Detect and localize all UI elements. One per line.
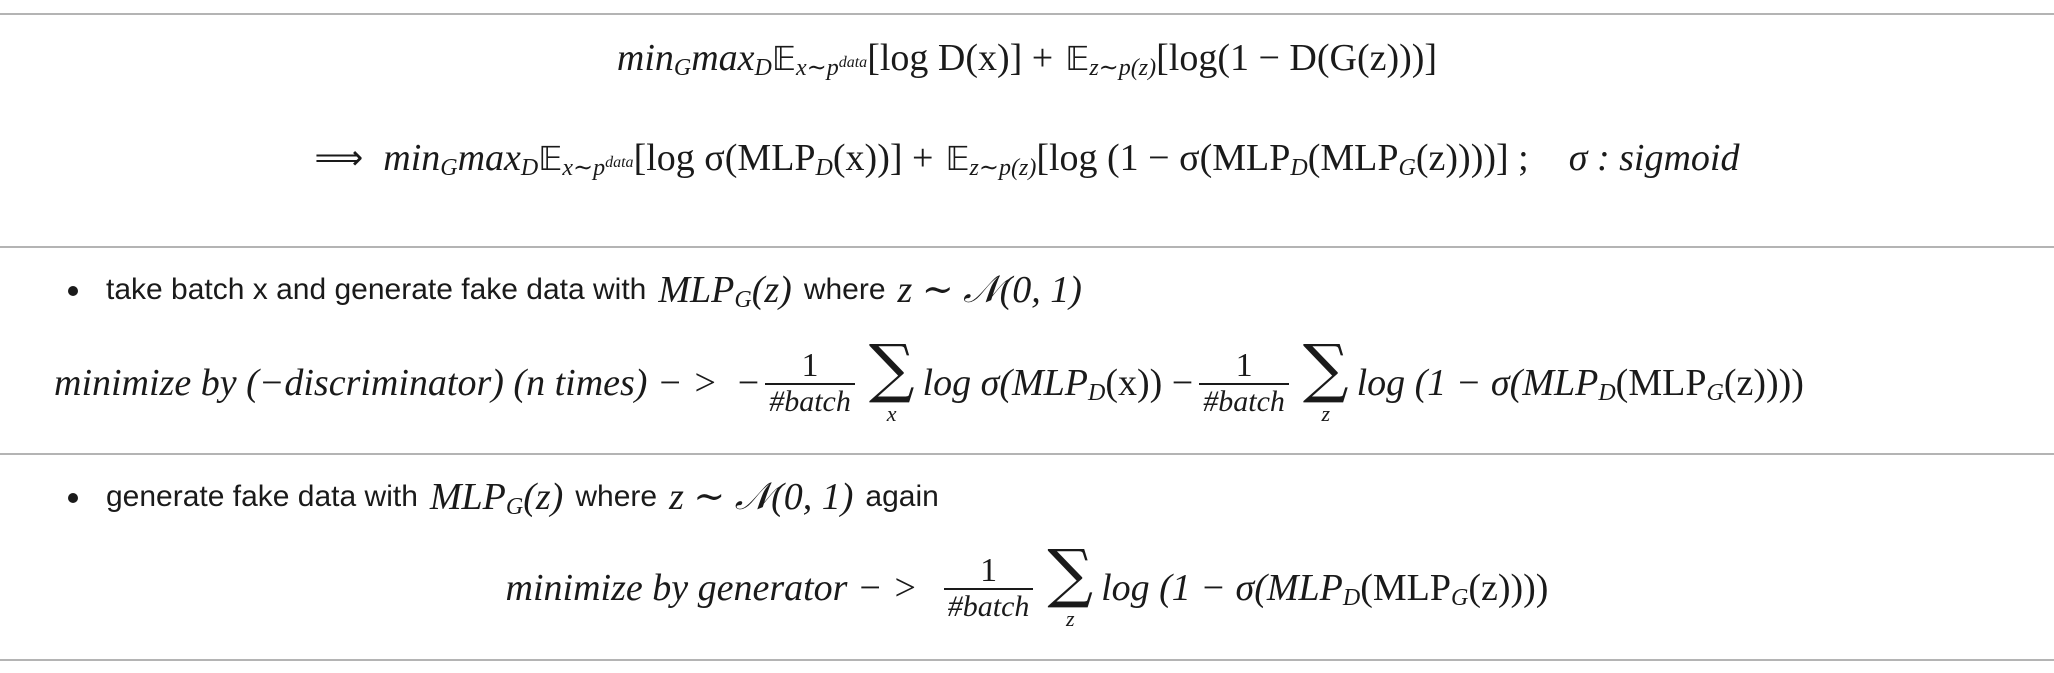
fraction-numerator: 1 <box>801 346 819 384</box>
mlp-argument: (z) <box>523 476 564 518</box>
sigma-icon: ∑ <box>868 332 915 407</box>
fraction-denominator: #batch <box>765 383 855 418</box>
expectation-term-1: [log D(x)] + <box>867 37 1054 79</box>
summation-2 <box>1302 332 1349 426</box>
discriminator-loss-equation <box>0 328 2054 438</box>
mlp-subscript: G <box>734 286 752 313</box>
fraction <box>944 553 1034 624</box>
normal-distribution: z ∼ 𝒩(0, 1) <box>669 476 854 518</box>
top-divider <box>0 13 2054 15</box>
sigma-icon: ∑ <box>1302 332 1349 407</box>
expectation-subscript: x∼p <box>562 155 606 181</box>
list-item-generator-step <box>0 475 2054 519</box>
bullet-icon <box>68 286 78 296</box>
mlp-subscript: G <box>505 493 524 520</box>
mlp-subscript-g: G <box>1706 380 1724 406</box>
expectation-subscript-2: z∼p(z) <box>969 155 1037 181</box>
bullet-icon <box>68 493 78 503</box>
expectation-subsubscript: data <box>605 154 634 171</box>
term-part-4: (MLP <box>1307 137 1399 179</box>
gan-objective-equation <box>0 36 2054 80</box>
mlp-subscript-d2: D <box>1290 155 1308 181</box>
term-part-5: (z))))] ; <box>1415 137 1529 179</box>
min-subscript: G <box>440 155 458 181</box>
fraction-denominator: #batch <box>1199 383 1289 418</box>
mlp-subscript-d: D <box>1342 585 1361 611</box>
summation <box>868 332 915 426</box>
log-term-1: log σ(MLP <box>922 362 1088 404</box>
bullet-text: take batch x and generate fake data with <box>106 273 647 306</box>
bullet-text-again: again <box>865 480 939 513</box>
log-term-2-end: (z)))) <box>1723 362 1804 404</box>
max-operator: max <box>457 137 521 179</box>
mlp-subscript-g: G <box>1450 585 1469 611</box>
minus-sign: − <box>737 362 760 404</box>
list-item-discriminator-step <box>0 268 2054 312</box>
term-part-3: [log (1 − σ(MLP <box>1036 137 1291 179</box>
mlp-subscript-d2: D <box>1598 380 1616 406</box>
generator-loss-equation <box>0 533 2054 643</box>
fraction-denominator: #batch <box>944 588 1034 623</box>
mlp-symbol: MLP <box>429 476 506 518</box>
divider-2 <box>0 453 2054 455</box>
mlp-subscript-g: G <box>1398 155 1416 181</box>
expectation-subscript: x∼p <box>795 55 839 81</box>
implies-symbol: ⟹ <box>314 138 364 178</box>
max-subscript: D <box>754 55 772 81</box>
summation-index: z <box>1065 605 1075 631</box>
expectation-subscript-2: z∼p(z) <box>1089 55 1157 81</box>
normal-distribution: z ∼ 𝒩(0, 1) <box>897 269 1082 311</box>
fraction <box>765 348 855 419</box>
sigma-icon: ∑ <box>1047 537 1094 612</box>
log-term-2-mid: (MLP <box>1615 362 1707 404</box>
expectation-subsubscript: data <box>838 54 868 71</box>
max-subscript: D <box>520 155 539 181</box>
sigma-note: σ : sigmoid <box>1568 137 1740 179</box>
bullet-text-where: where <box>575 480 658 513</box>
mlp-subscript-d: D <box>1087 380 1106 406</box>
expectation-symbol-2: 𝔼 <box>945 138 970 178</box>
log-term-1-end: (x)) − <box>1105 362 1194 404</box>
min-subscript: G <box>673 55 692 81</box>
summation-index: x <box>886 400 897 426</box>
expectation-symbol: 𝔼 <box>538 138 563 178</box>
mlp-argument: (z) <box>751 269 792 311</box>
expectation-symbol-2: 𝔼 <box>1065 38 1090 78</box>
expectation-term-2: [log(1 − D(G(z)))] <box>1156 37 1438 79</box>
bullet-text: generate fake data with <box>106 480 418 513</box>
log-term-mid: (MLP <box>1360 567 1451 609</box>
min-operator: min <box>616 37 674 79</box>
log-term-end: (z)))) <box>1468 567 1549 609</box>
bullet-text-where: where <box>803 273 886 306</box>
discriminator-label: minimize by (−discriminator) (n times) − > <box>54 362 718 404</box>
expectation-symbol: 𝔼 <box>771 38 796 78</box>
mlp-objective-equation <box>0 134 2054 182</box>
term-part-2: (x))] + <box>832 137 934 179</box>
log-term: log (1 − σ(MLP <box>1101 567 1343 609</box>
mlp-subscript-d: D <box>815 155 833 181</box>
fraction-numerator: 1 <box>1235 346 1253 384</box>
log-term-2: log (1 − σ(MLP <box>1356 362 1599 404</box>
min-operator: min <box>383 137 441 179</box>
summation <box>1047 537 1094 631</box>
max-operator: max <box>691 37 755 79</box>
fraction-2 <box>1199 348 1289 419</box>
term-part-1: [log σ(MLP <box>633 137 816 179</box>
mlp-symbol: MLP <box>658 269 735 311</box>
bottom-divider <box>0 659 2054 661</box>
summation-index: z <box>1321 400 1331 426</box>
divider-1 <box>0 246 2054 248</box>
generator-label: minimize by generator − > <box>505 567 918 609</box>
fraction-numerator: 1 <box>980 551 998 589</box>
